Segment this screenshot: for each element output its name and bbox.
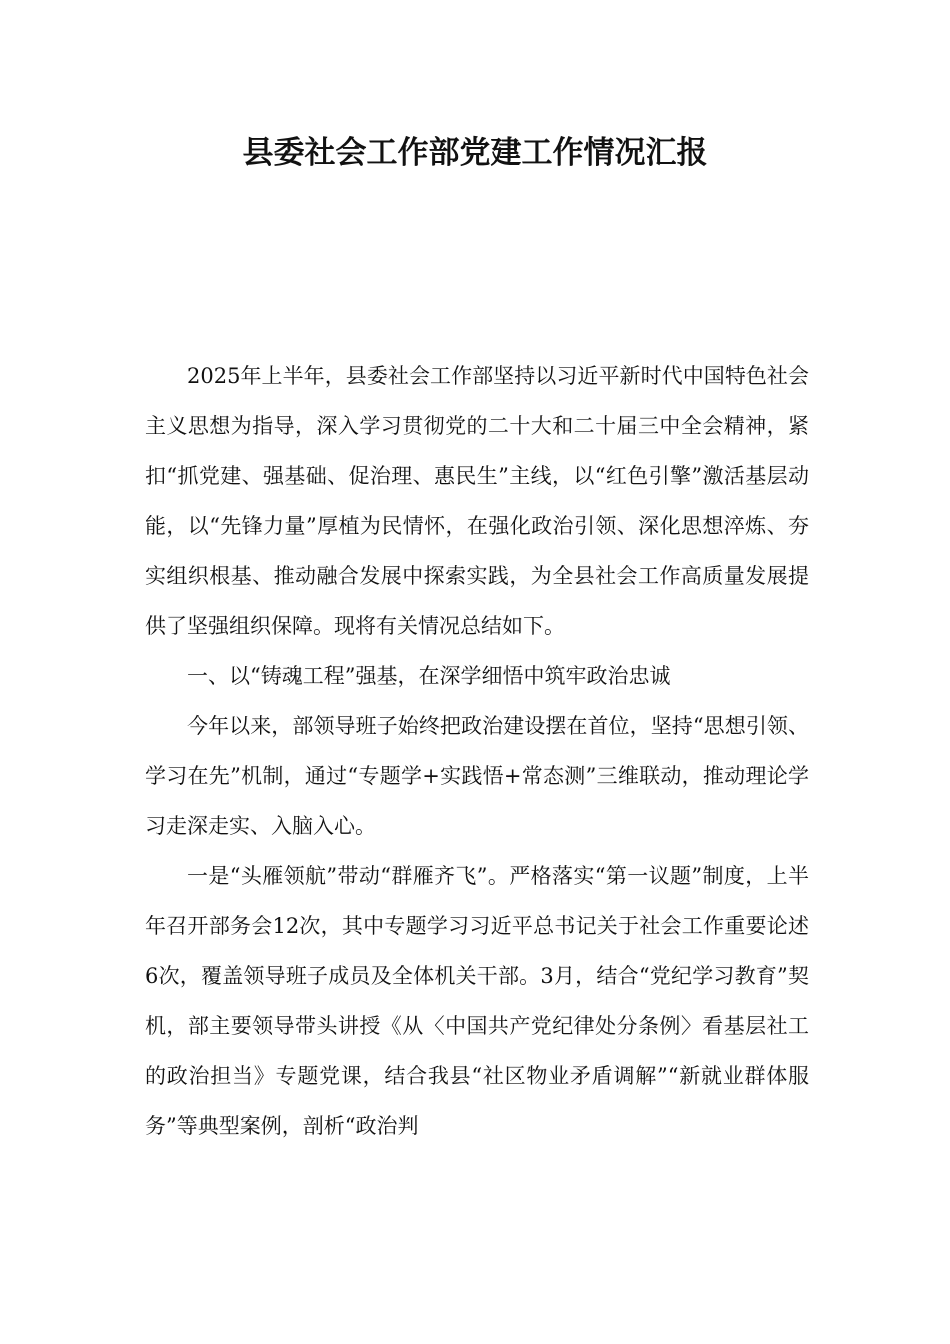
section-heading-1: 一、以“铸魂工程”强基，在深学细悟中筑牢政治忠诚: [187, 664, 671, 688]
paragraph-point-1: 一是“头雁领航”带动“群雁齐飞”。严格落实“第一议题”制度，上半年召开部务会12次，其中专题学习习近平总书记关于社会工作重要论述6次，覆盖领导班子成员及全体机关干部。3月，结合“党纪学习教育”契机，部主要领导带头讲授《从〈中国共产党纪律处分条例〉看基层社工的政治担当》专题党课，结合我县“社区物业矛盾调解”“新就业群体服务”等典型案例，剖析“政治判: [145, 864, 809, 1138]
document-title: 县委社会工作部党建工作情况汇报: [242, 135, 708, 171]
paragraph-section-1-intro: 今年以来，部领导班子始终把政治建设摆在首位，坚持“思想引领、学习在先”机制，通过“专题学+实践悟+常态测”三维联动，推动理论学习走深走实、入脑入心。: [145, 714, 809, 838]
paragraph-intro: 2025年上半年，县委社会工作部坚持以习近平新时代中国特色社会主义思想为指导，深入学习贯彻党的二十大和二十届三中全会精神，紧扣“抓党建、强基础、促治理、惠民生”主线，以“红色引擎”激活基层动能，以“先锋力量”厚植为民情怀，在强化政治引领、深化思想淬炼、夯实组织根基、推动融合发展中探索实践，为全县社会工作高质量发展提供了坚强组织保障。现将有关情况总结如下。: [145, 364, 809, 638]
document-body: [145, 351, 809, 1151]
